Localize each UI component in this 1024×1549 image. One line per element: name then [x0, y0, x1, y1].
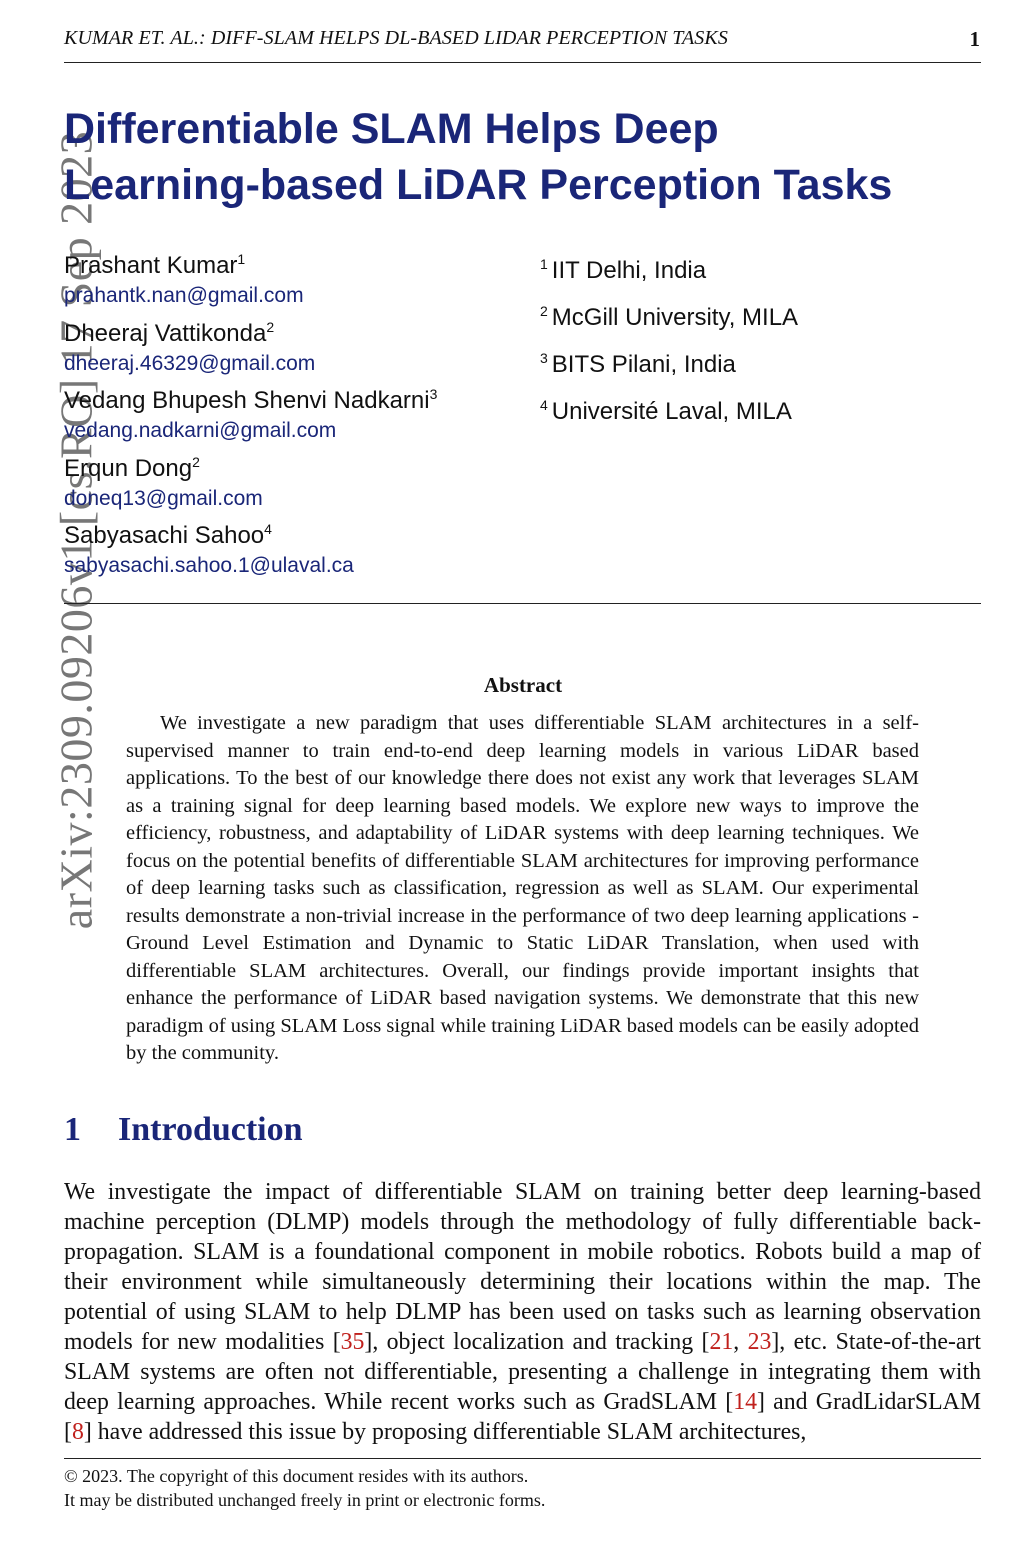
author-affiliation-mark: 1 — [237, 251, 246, 267]
citation-link[interactable]: 23 — [747, 1329, 772, 1355]
affiliation-item: $^3$ BITS Pilani, India — [540, 350, 736, 378]
author-name: Prashant Kumar$^1$ — [64, 251, 246, 279]
author-entry — [64, 447, 437, 515]
section-title: Introduction — [118, 1111, 303, 1148]
author-email-link[interactable]: prahantk.nan@gmail.com — [64, 284, 304, 307]
author-name: Sabyasachi Sahoo$^4$ — [64, 521, 272, 549]
affiliation-item: $^2$ McGill University, MILA — [540, 303, 799, 331]
author-affiliation-mark: 3 — [429, 386, 438, 402]
author-entry — [64, 244, 437, 312]
paper-title — [64, 101, 892, 213]
author-entry — [64, 379, 437, 447]
distribution-line: It may be distributed unchanged freely in print or electronic forms. — [64, 1490, 546, 1510]
section-heading-introduction — [64, 1111, 303, 1149]
author-affiliation-mark: 2 — [192, 453, 200, 470]
title-block-rule — [64, 603, 981, 604]
author-list — [64, 244, 437, 582]
footnote-rule — [64, 1458, 981, 1459]
copyright-line: © 2023. The copyright of this document resides with its authors. — [64, 1466, 529, 1486]
page-number: 1 — [969, 27, 980, 51]
author-entry — [64, 312, 437, 380]
author-entry — [64, 514, 437, 582]
introduction-paragraph: We investigate the impact of differentiable SLAM on training better deep learning-based machine perception (DLMP) models through the methodology of fully differentiable back-propagation. SLAM is a foundational component in mobile robotics. Robots build a map of their environment while simultaneously determining their locations within the map. The potential of using SLAM to help DLMP has been used on tasks such as learning observation models for new modalities [35], object localization and tracking [21, 23], etc. State-of-the-art SLAM systems are often not differentiable, presenting a challenge in integrating them with deep learning approaches. While recent works such as GradSLAM [14] and GradLidarSLAM [8] have addressed this issue by proposing differentiable SLAM architectures, — [64, 1179, 982, 1445]
arxiv-stamp: arXiv:2309.09206v1 [cs.RO] 17 Sep 2023 — [50, 130, 102, 930]
citation-link[interactable]: 14 — [733, 1389, 757, 1415]
header-rule — [64, 62, 981, 63]
author-name: Erqun Dong$^2$ — [64, 453, 200, 482]
author-email-link[interactable]: doneq13@gmail.com — [64, 486, 263, 510]
author-email-link[interactable]: dheeraj.46329@gmail.com — [64, 351, 316, 375]
citation-link[interactable]: 8 — [71, 1419, 84, 1445]
affiliation-item: $^4$ Université Laval, MILA — [540, 397, 792, 425]
title-line-1: Differentiable SLAM Helps Deep — [64, 105, 719, 153]
running-header: KUMAR ET. AL.: DIFF-SLAM HELPS DL-BASED LIDAR PERCEPTION TASKS — [64, 27, 728, 49]
citation-link[interactable]: 21 — [709, 1329, 734, 1355]
affiliation-item: $^1$ IIT Delhi, India — [540, 256, 707, 284]
author-email-link[interactable]: vedang.nadkarni@gmail.com — [64, 419, 337, 442]
abstract-heading: Abstract — [483, 673, 563, 697]
citation-link[interactable]: 35 — [340, 1329, 365, 1355]
section-number: 1 — [64, 1111, 81, 1148]
author-affiliation-mark: 2 — [266, 318, 275, 335]
author-name: Dheeraj Vattikonda$^2$ — [64, 318, 275, 347]
affiliation-list — [540, 244, 798, 432]
author-affiliation-mark: 4 — [264, 521, 272, 537]
title-line-2: Learning-based LiDAR Perception Tasks — [64, 161, 893, 209]
abstract-body: We investigate a new paradigm that uses differentiable SLAM architectures in a self-supervised manner to train end-to-end deep learning models in various LiDAR based applications. To the best of our knowledge there does not exist any work that leverages SLAM as a training signal for deep learning based models. We explore new ways to improve the efficiency, robustness, and adaptability of LiDAR systems with deep learning techniques. We focus on the potential benefits of differentiable SLAM architectures for improving performance of deep learning tasks such as classification, regression as well as SLAM. Our experimental results demonstrate a non-trivial increase in the performance of two deep learning applications - Ground Level Estimation and Dynamic to Static LiDAR Translation, when used with differentiable SLAM architectures. Overall, our findings provide important insights that enhance the performance of LiDAR based navigation systems. We demonstrate that this new paradigm of using SLAM Loss signal while training LiDAR based models can be easily adopted by the community. — [126, 712, 919, 1064]
copyright-footnote — [64, 1464, 545, 1512]
author-name: Vedang Bhupesh Shenvi Nadkarni$^3$ — [64, 386, 438, 414]
author-email-link[interactable]: sabyasachi.sahoo.1@ulaval.ca — [64, 554, 354, 577]
